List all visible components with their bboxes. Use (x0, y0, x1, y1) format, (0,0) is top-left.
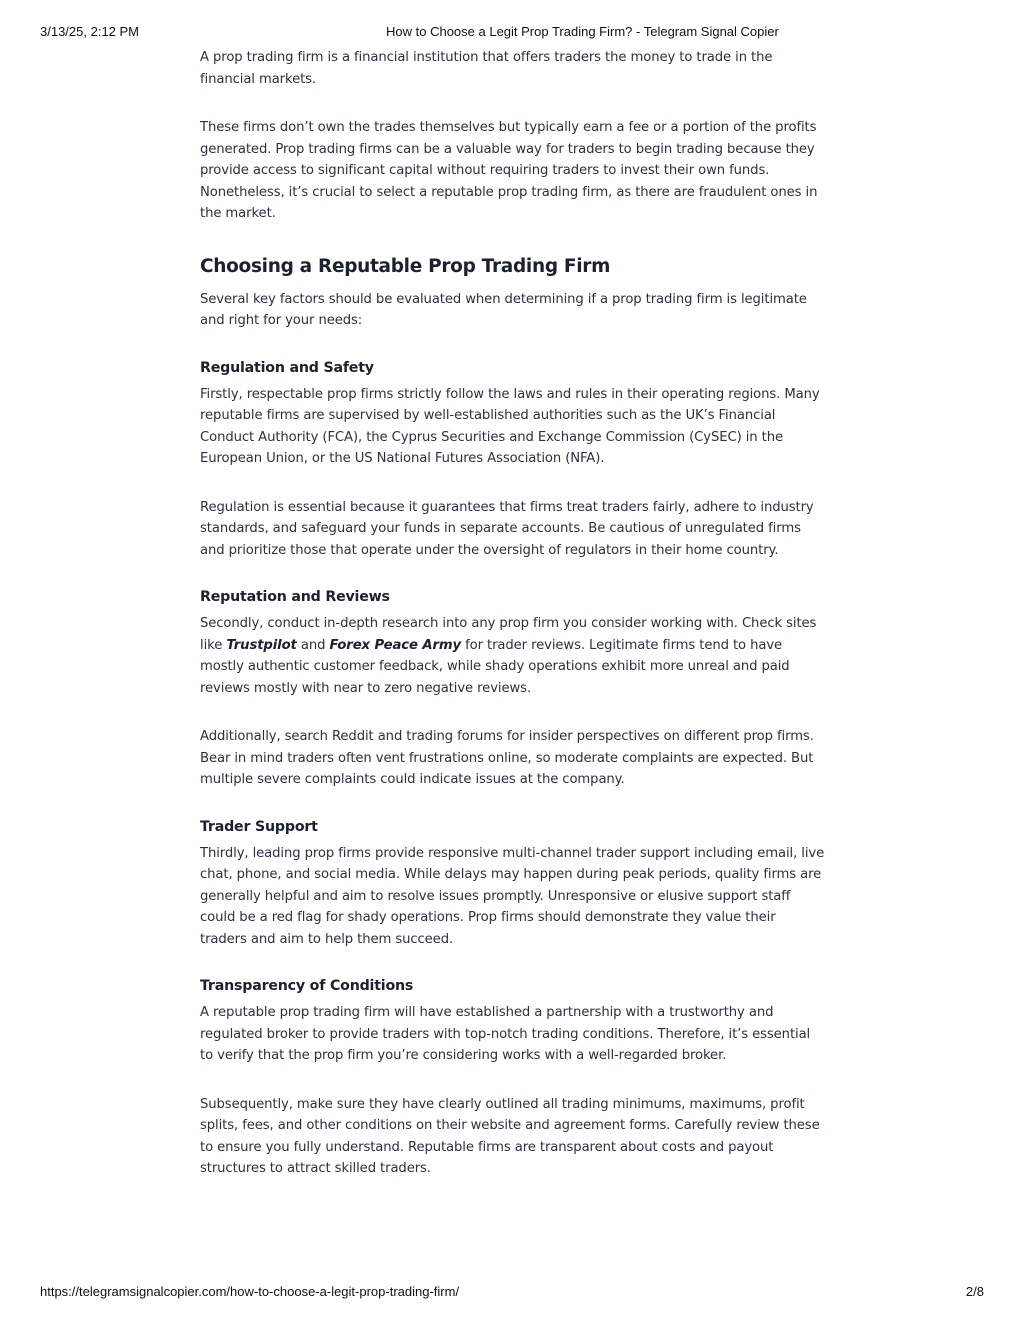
intro-paragraph-2: These firms don’t own the trades themselves but typically earn a fee or a portion of the profits generated. Prop trading firms can be a valuable way for traders to begin trading because they provide access to significant capital without requiring traders to invest their own funds. Nonetheless, it’s crucial to select a reputable prop trading firm, as there are fraudulent ones in the market. (200, 120, 818, 221)
print-header (0, 24, 1024, 42)
transparency-heading: Transparency of Conditions (200, 978, 414, 994)
reputation-text-and: and (296, 637, 330, 653)
print-url: https://telegramsignalcopier.com/how-to-choose-a-legit-prop-trading-firm/ (40, 1284, 460, 1299)
print-datetime: 3/13/25, 2:12 PM (40, 24, 140, 39)
forex-peace-army-link[interactable]: Forex Peace Army (329, 637, 461, 653)
intro-paragraph-1: A prop trading firm is a financial institution that offers traders the money to trade in the financial markets. (200, 50, 773, 87)
page-number: 2/8 (965, 1284, 984, 1299)
print-footer (0, 1284, 1024, 1302)
section-intro-paragraph: Several key factors should be evaluated when determining if a prop trading firm is legitimate and right for your needs: (200, 291, 807, 328)
reputation-paragraph-1 (200, 613, 826, 699)
regulation-paragraph-2: Regulation is essential because it guarantees that firms treat traders fairly, adhere to industry standards, and safeguard your funds in separate accounts. Be cautious of unregulated firms and prioritize those that operate under the oversight of regulators in their home country. (200, 499, 814, 558)
transparency-paragraph-2: Subsequently, make sure they have clearly outlined all trading minimums, maximums, profit splits, fees, and other conditions on their website and agreement forms. Carefully review these to ensure you fully understand. Reputable firms are transparent about costs and payout structures to attract skilled traders. (200, 1096, 820, 1176)
support-heading: Trader Support (200, 818, 318, 835)
print-page-title: How to Choose a Legit Prop Trading Firm? - Telegram Signal Copier (386, 24, 779, 39)
support-paragraph-1: Thirdly, leading prop firms provide responsive multi-channel trader support including email, live chat, phone, and social media. While delays may happen during peak periods, quality firms are generally helpful and aim to resolve issues promptly. Unresponsive or elusive support staff could be a red flag for shady operations. Prop firms should demonstrate they value their traders and aim to help them succeed. (200, 845, 825, 947)
trustpilot-link[interactable]: Trustpilot (226, 637, 297, 653)
reputation-text-after: for trader reviews. Legitimate firms tend to have mostly authentic customer feedback, while shady operations exhibit more unreal and paid reviews mostly with near to zero negative reviews. (200, 637, 790, 696)
article-body (200, 47, 826, 1180)
section-heading: Choosing a Reputable Prop Trading Firm (200, 255, 611, 277)
reputation-paragraph-2: Additionally, search Reddit and trading forums for insider perspectives on different prop firms. Bear in mind traders often vent frustrations online, so moderate complaints are expected. But multiple severe complaints could indicate issues at the company. (200, 729, 814, 787)
regulation-paragraph-1: Firstly, respectable prop firms strictly follow the laws and rules in their operating regions. Many reputable firms are supervised by well-established authorities such as the UK’s Financial Conduct Authority (FCA), the Cyprus Securities and Exchange Commission (CySEC) in the European Union, or the US National Futures Association (NFA). (200, 386, 820, 466)
transparency-paragraph-1: A reputable prop trading firm will have established a partnership with a trustworthy and regulated broker to provide traders with top-notch trading conditions. Therefore, it’s essential to verify that the prop firm you’re considering works with a well-regarded broker. (200, 1005, 811, 1063)
reputation-text-before: Secondly, conduct in-depth research into any prop firm you consider working with. Check sites like (200, 616, 817, 653)
reputation-heading: Reputation and Reviews (200, 589, 390, 605)
regulation-heading: Regulation and Safety (200, 359, 374, 376)
